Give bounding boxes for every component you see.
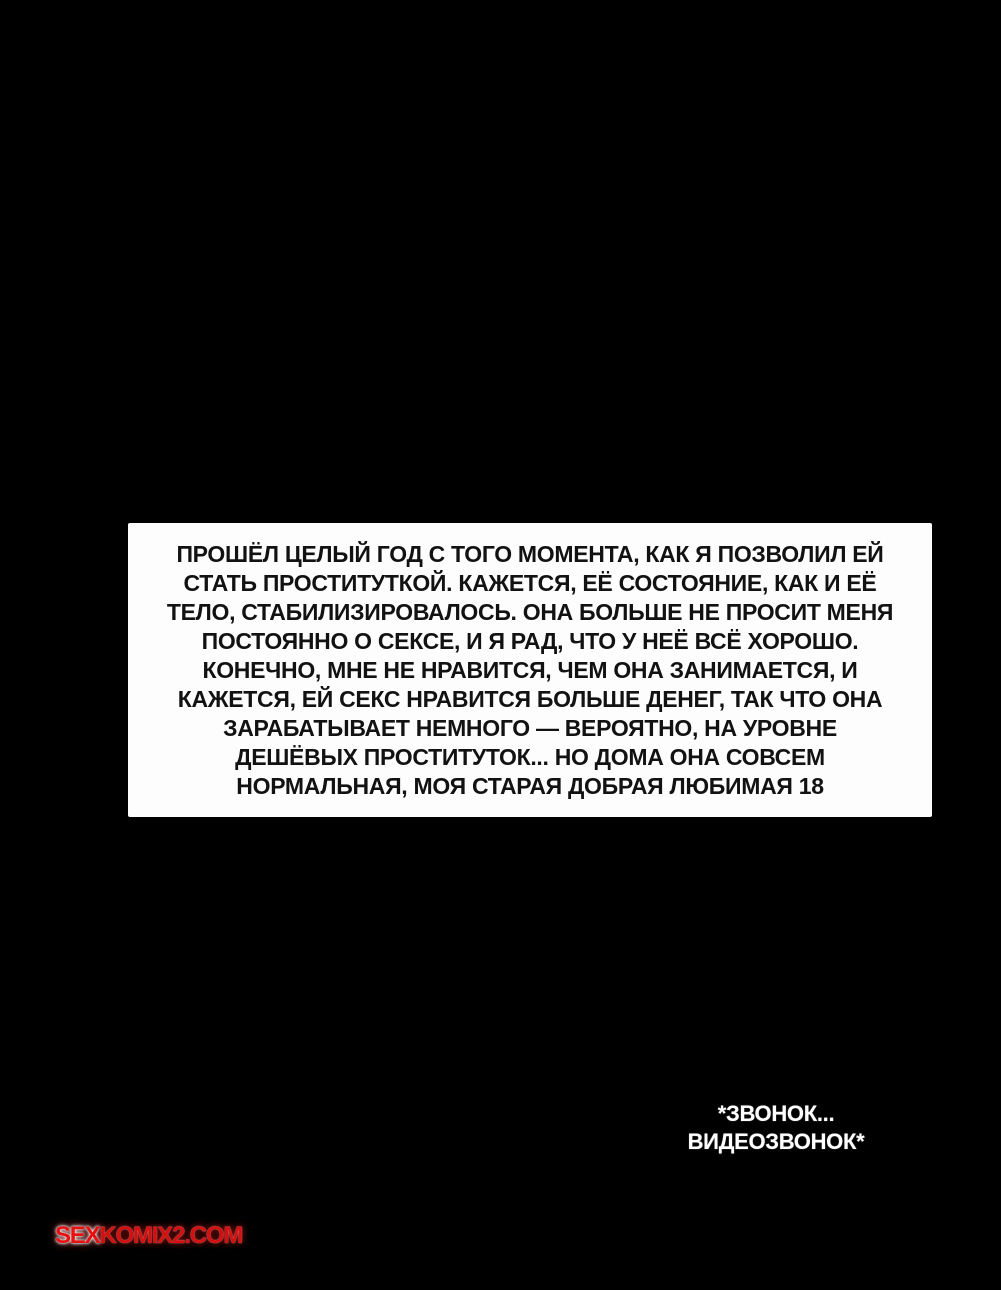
narration-line: ТЕЛО, СТАБИЛИЗИРОВАЛОСЬ. ОНА БОЛЬШЕ НЕ ПРОСИТ МЕНЯ — [166, 599, 894, 625]
watermark-text-domain: KOMIX2.COM — [99, 1222, 243, 1249]
sound-effect-text — [626, 1100, 926, 1156]
narration-line: КОНЕЧНО, МНЕ НЕ НРАВИТСЯ, ЧЕМ ОНА ЗАНИМАЕТСЯ, И — [202, 657, 858, 683]
narration-line: СТАТЬ ПРОСТИТУТКОЙ. КАЖЕТСЯ, ЕЁ СОСТОЯНИЕ, КАК И ЕЁ — [183, 570, 877, 596]
narration-line: ДЕШЁВЫХ ПРОСТИТУТОК... НО ДОМА ОНА СОВСЕМ — [235, 744, 825, 770]
narration-line: ЗАРАБАТЫВАЕТ НЕМНОГО — ВЕРОЯТНО, НА УРОВНЕ — [223, 715, 837, 741]
narration-line: КАЖЕТСЯ, ЕЙ СЕКС НРАВИТСЯ БОЛЬШЕ ДЕНЕГ, ТАК ЧТО ОНА — [177, 686, 883, 712]
narration-box — [128, 523, 932, 817]
site-watermark — [55, 1222, 242, 1250]
sfx-line-videocall: ВИДЕОЗВОНОК* — [687, 1129, 865, 1154]
narration-line: НОРМАЛЬНАЯ, МОЯ СТАРАЯ ДОБРАЯ ЛЮБИМАЯ 18 — [236, 773, 824, 799]
narration-line: ПОСТОЯННО О СЕКСЕ, И Я РАД, ЧТО У НЕЁ ВСЁ ХОРОШО. — [201, 628, 859, 654]
watermark-text-sex: SEX — [55, 1222, 100, 1249]
sfx-line-ring: *ЗВОНОК... — [717, 1101, 835, 1126]
narration-line: ПРОШЁЛ ЦЕЛЫЙ ГОД С ТОГО МОМЕНТА, КАК Я ПОЗВОЛИЛ ЕЙ — [176, 541, 884, 567]
